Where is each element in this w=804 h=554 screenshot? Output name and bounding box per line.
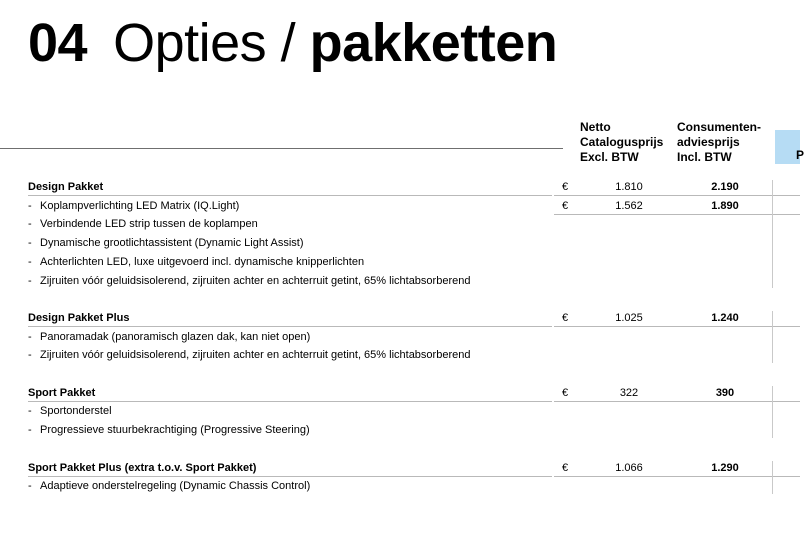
title-emphasis: pakketten [309, 13, 558, 73]
currency-symbol: € [562, 461, 569, 474]
currency-symbol: € [562, 181, 569, 193]
package-row [0, 459, 800, 477]
section-number: 04 [28, 13, 88, 73]
option-label: - Progressieve stuurbekrachtiging (Progressive Steering) [28, 421, 310, 439]
package-name: Design Pakket Plus [28, 311, 130, 324]
bullet-dash: - [28, 199, 32, 212]
header-divider [0, 148, 563, 149]
option-row [0, 477, 800, 495]
column-rule [772, 461, 773, 494]
option-label: - Sportonderstel [28, 402, 112, 420]
package-name: Sport Pakket [28, 386, 96, 399]
column-header-consumer-price: Consumenten- adviesprijs Incl. BTW [677, 120, 761, 164]
bullet-dash: - [28, 274, 32, 287]
bullet-dash: - [28, 424, 32, 437]
column-rule [772, 386, 773, 438]
consumer-price: 2.190 [711, 181, 739, 193]
consumer-price: 390 [715, 386, 735, 399]
package-name: Sport Pakket Plus (extra t.o.v. Sport Pakket) [28, 461, 257, 474]
option-row [0, 197, 800, 215]
option-row [0, 328, 800, 346]
option-row [0, 253, 800, 271]
bullet-dash: - [28, 330, 32, 343]
net-price: 1.810 [615, 181, 643, 193]
net-price: 1.066 [615, 461, 643, 474]
currency-symbol: € [562, 199, 569, 212]
option-label: - Koplampverlichting LED Matrix (IQ.Light) [28, 197, 239, 215]
bullet-dash: - [28, 237, 32, 250]
option-label: - Zijruiten vóór geluidsisolerend, zijruiten achter en achterruit getint, 65% lichtabsorberend [28, 346, 470, 364]
consumer-price: 1.240 [711, 311, 739, 324]
column-rule [772, 311, 773, 363]
option-row [0, 402, 800, 420]
option-row [0, 272, 800, 290]
option-label: - Achterlichten LED, luxe uitgevoerd incl. dynamische knipperlichten [28, 253, 364, 271]
option-label: - Dynamische grootlichtassistent (Dynamic Light Assist) [28, 234, 303, 252]
net-price: 1.562 [615, 199, 643, 212]
column-rule [772, 180, 773, 288]
option-label: - Verbindende LED strip tussen de koplampen [28, 215, 258, 233]
package-row [0, 178, 800, 196]
package-row [0, 309, 800, 327]
column-header-cut-off: P [775, 130, 800, 164]
package-row [0, 384, 800, 402]
package-name: Design Pakket [28, 181, 104, 193]
page-title [28, 8, 557, 78]
bullet-dash: - [28, 255, 32, 268]
net-price: 1.025 [615, 311, 643, 324]
net-price: 322 [619, 386, 639, 399]
option-label: - Panoramadak (panoramisch glazen dak, kan niet open) [28, 328, 310, 346]
currency-symbol: € [562, 386, 569, 399]
option-label: - Adaptieve onderstelregeling (Dynamic Chassis Control) [28, 477, 310, 495]
option-label: - Zijruiten vóór geluidsisolerend, zijruiten achter en achterruit getint, 65% lichtabsorberend [28, 272, 470, 290]
title-prefix: Opties / [113, 13, 296, 73]
consumer-price: 1.890 [711, 199, 739, 212]
option-row [0, 215, 800, 233]
currency-symbol: € [562, 311, 569, 324]
option-row [0, 234, 800, 252]
column-header-net-price: Netto Catalogusprijs Excl. BTW [580, 120, 664, 164]
bullet-dash: - [28, 480, 32, 493]
bullet-dash: - [28, 349, 32, 362]
option-row [0, 346, 800, 364]
bullet-dash: - [28, 218, 32, 231]
bullet-dash: - [28, 405, 32, 418]
consumer-price: 1.290 [711, 461, 739, 474]
option-row [0, 421, 800, 439]
